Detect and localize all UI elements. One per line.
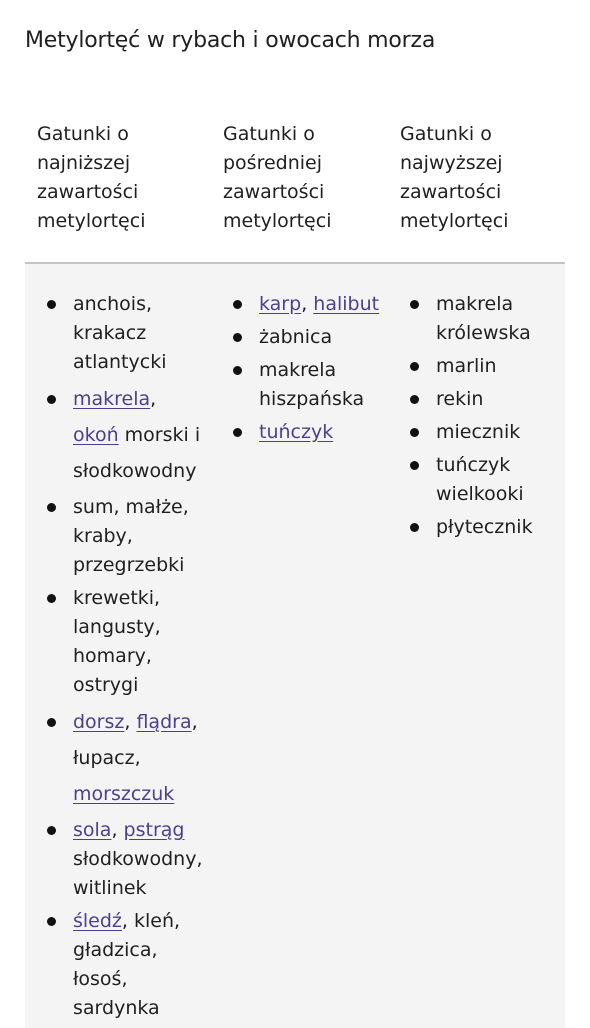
column-high <box>388 290 565 1028</box>
list-item: sum, małże, kraby, przegrzebki <box>37 493 211 580</box>
list-mid <box>223 290 388 447</box>
list-item: tuńczyk wielkooki <box>400 451 565 509</box>
list-item: dorsz, flądra, łupacz, morszczuk <box>37 704 211 812</box>
link-pstrag[interactable]: pstrąg <box>123 819 185 841</box>
column-mid <box>211 290 388 1028</box>
list-item: płytecznik <box>400 513 565 542</box>
link-morszczuk[interactable]: morszczuk <box>73 783 175 805</box>
header-high: Gatunki o najwyższej zawartości metylortęci <box>400 123 509 232</box>
list-item: miecznik <box>400 418 565 447</box>
page-title: Metylortęć w rybach i owocach morza <box>25 28 436 53</box>
header-low: Gatunki o najniższej zawartości metylortęci <box>37 123 146 232</box>
list-item: rekin <box>400 385 565 414</box>
column-low <box>25 290 211 1028</box>
table-header <box>25 120 565 264</box>
link-tunczyk[interactable]: tuńczyk <box>259 421 334 443</box>
link-fladra[interactable]: flądra <box>136 711 192 733</box>
list-high <box>400 290 565 542</box>
link-sola[interactable]: sola <box>73 819 112 841</box>
list-item: marlin <box>400 352 565 381</box>
link-okon[interactable]: okoń <box>73 424 119 446</box>
link-makrela[interactable]: makrela <box>73 388 151 410</box>
link-karp[interactable]: karp <box>259 293 302 315</box>
list-item: sola, pstrąg słodkowodny, witlinek <box>37 816 211 903</box>
mercury-table <box>25 120 565 1028</box>
list-item: żabnica <box>223 323 388 352</box>
list-item: makrela hiszpańska <box>223 356 388 414</box>
table-body <box>25 264 565 1028</box>
header-mid: Gatunki o pośredniej zawartości metylortęci <box>223 123 332 232</box>
list-item <box>223 418 388 447</box>
list-item: makrela królewska <box>400 290 565 348</box>
list-item: anchois, krakacz atlantycki <box>37 290 211 377</box>
list-item: karp, halibut <box>223 290 388 319</box>
link-halibut[interactable]: halibut <box>313 293 380 315</box>
link-sledz[interactable]: śledź <box>73 910 122 932</box>
list-low <box>37 290 211 1023</box>
list-item: krewetki, langusty, homary, ostrygi <box>37 584 211 700</box>
link-dorsz[interactable]: dorsz <box>73 711 125 733</box>
list-item: śledź, kleń, gładzica, łosoś, sardynka <box>37 907 211 1023</box>
list-item: makrela, okoń morski i słodkowodny <box>37 381 211 489</box>
